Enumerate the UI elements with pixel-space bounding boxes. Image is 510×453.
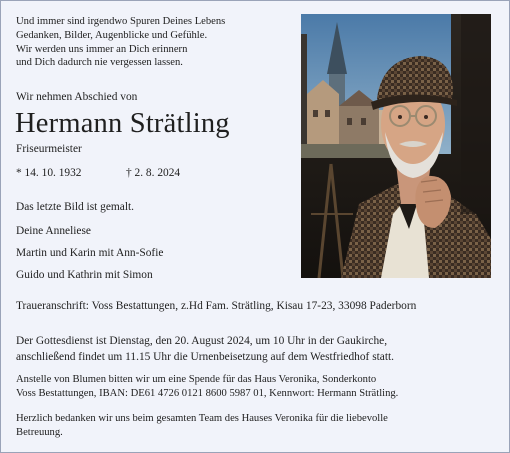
deceased-profession: Friseurmeister: [16, 143, 82, 155]
birth-date: * 14. 10. 1932: [16, 167, 82, 179]
closing-quote: Das letzte Bild ist gemalt.: [16, 201, 134, 213]
mourner-line: Guido und Kathrin mit Simon: [16, 269, 153, 281]
farewell-line: Wir nehmen Abschied von: [16, 91, 138, 103]
portrait-photo: [301, 14, 491, 278]
memorial-poem: Und immer sind irgendwo Spuren Deines Lebens Gedanken, Bilder, Augenblicke und Gefühle. Wir werden uns immer an Dich erinnern und Dich dadurch nie vergessen lassen.: [16, 16, 226, 69]
thanks-note: Herzlich bedanken wir uns beim gesamten Team des Hauses Veronika für die liebevolle Betreuung.: [16, 413, 388, 438]
service-info: Der Gottesdienst ist Dienstag, den 20. August 2024, um 10 Uhr in der Gaukirche, anschließend findet um 11.15 Uhr die Urnenbeisetzung auf dem Westfriedhof statt.: [16, 335, 395, 363]
deceased-name: Hermann Strätling: [15, 108, 230, 139]
mourner-line: Deine Anneliese: [16, 225, 91, 237]
mourning-address: Traueranschrift: Voss Bestattungen, z.Hd Fam. Strätling, Kisau 17-23, 33098 Paderborn: [16, 300, 417, 312]
death-date: † 2. 8. 2024: [126, 167, 181, 179]
mourner-line: Martin und Karin mit Ann-Sofie: [16, 247, 164, 259]
donation-info: Anstelle von Blumen bitten wir um eine Spende für das Haus Veronika, Sonderkonto Voss Bestattungen, IBAN: DE61 4726 0121 8600 5987 01, Kennwort: Hermann Strätling.: [16, 374, 399, 399]
